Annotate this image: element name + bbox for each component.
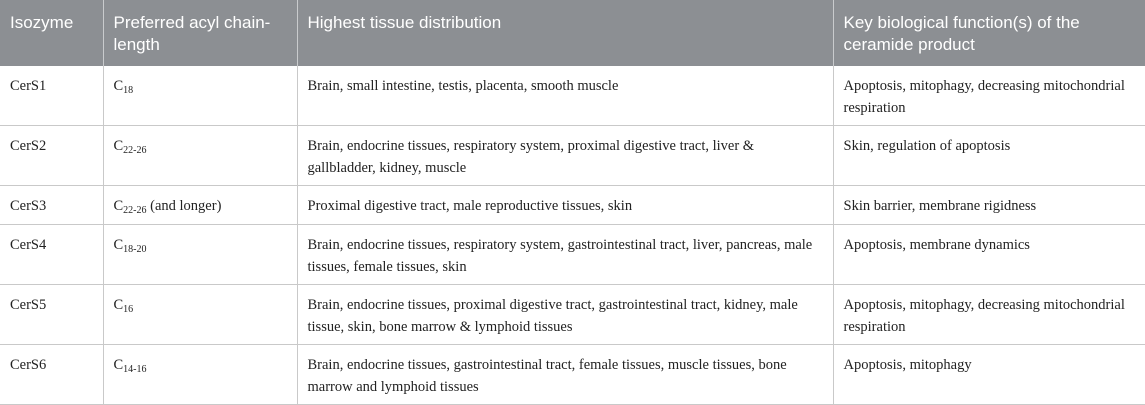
table-row (0, 186, 1145, 225)
cell-tissue-distribution: Brain, endocrine tissues, respiratory system, proximal digestive tract, liver & gallbladder, kidney, muscle (297, 126, 833, 186)
cell-isozyme: CerS1 (0, 66, 103, 126)
cell-isozyme: CerS4 (0, 225, 103, 285)
cell-tissue-distribution: Proximal digestive tract, male reproductive tissues, skin (297, 186, 833, 225)
cell-acyl-chain-length (103, 285, 297, 345)
header-tissue-distribution: Highest tissue distribution (297, 0, 833, 66)
table-row (0, 345, 1145, 405)
table-row (0, 225, 1145, 285)
header-acyl-chain-length: Preferred acyl chain-length (103, 0, 297, 66)
cell-tissue-distribution: Brain, endocrine tissues, respiratory system, gastrointestinal tract, liver, pancreas, male tissues, female tissues, skin (297, 225, 833, 285)
cell-isozyme: CerS2 (0, 126, 103, 186)
cell-acyl-chain-length (103, 225, 297, 285)
cell-biological-function: Apoptosis, membrane dynamics (833, 225, 1145, 285)
table-row (0, 285, 1145, 345)
table-header (0, 0, 1145, 66)
acyl-base: C (113, 198, 124, 214)
cell-tissue-distribution: Brain, endocrine tissues, gastrointestinal tract, female tissues, muscle tissues, bone marrow and lymphoid tissues (297, 345, 833, 405)
cell-tissue-distribution: Brain, small intestine, testis, placenta, smooth muscle (297, 66, 833, 126)
cell-isozyme: CerS3 (0, 186, 103, 225)
cell-biological-function: Apoptosis, mitophagy, decreasing mitochondrial respiration (833, 285, 1145, 345)
cell-biological-function: Skin, regulation of apoptosis (833, 126, 1145, 186)
cell-isozyme: CerS6 (0, 345, 103, 405)
header-isozyme: Isozyme (0, 0, 103, 66)
acyl-subscript: 18-20 (123, 244, 147, 255)
acyl-base: C (113, 297, 124, 313)
acyl-subscript: 22-26 (123, 205, 147, 216)
acyl-subscript: 22-26 (123, 145, 147, 156)
cell-acyl-chain-length (103, 186, 297, 225)
acyl-note: (and longer) (146, 198, 222, 214)
cell-biological-function: Apoptosis, mitophagy, decreasing mitochondrial respiration (833, 66, 1145, 126)
acyl-base: C (113, 78, 124, 94)
cell-acyl-chain-length (103, 66, 297, 126)
acyl-base: C (113, 237, 124, 253)
cell-tissue-distribution: Brain, endocrine tissues, proximal digestive tract, gastrointestinal tract, kidney, male tissue, skin, bone marrow & lymphoid tissues (297, 285, 833, 345)
acyl-subscript: 18 (123, 85, 134, 96)
cell-isozyme: CerS5 (0, 285, 103, 345)
header-row (0, 0, 1145, 66)
table-body (0, 66, 1145, 405)
table-row (0, 126, 1145, 186)
cell-acyl-chain-length (103, 345, 297, 405)
table-row (0, 66, 1145, 126)
acyl-subscript: 14-16 (123, 364, 147, 375)
cell-biological-function: Apoptosis, mitophagy (833, 345, 1145, 405)
acyl-base: C (113, 138, 124, 154)
cell-biological-function: Skin barrier, membrane rigidness (833, 186, 1145, 225)
acyl-subscript: 16 (123, 304, 134, 315)
header-biological-function: Key biological function(s) of the ceramide product (833, 0, 1145, 66)
cell-acyl-chain-length (103, 126, 297, 186)
acyl-base: C (113, 357, 124, 373)
